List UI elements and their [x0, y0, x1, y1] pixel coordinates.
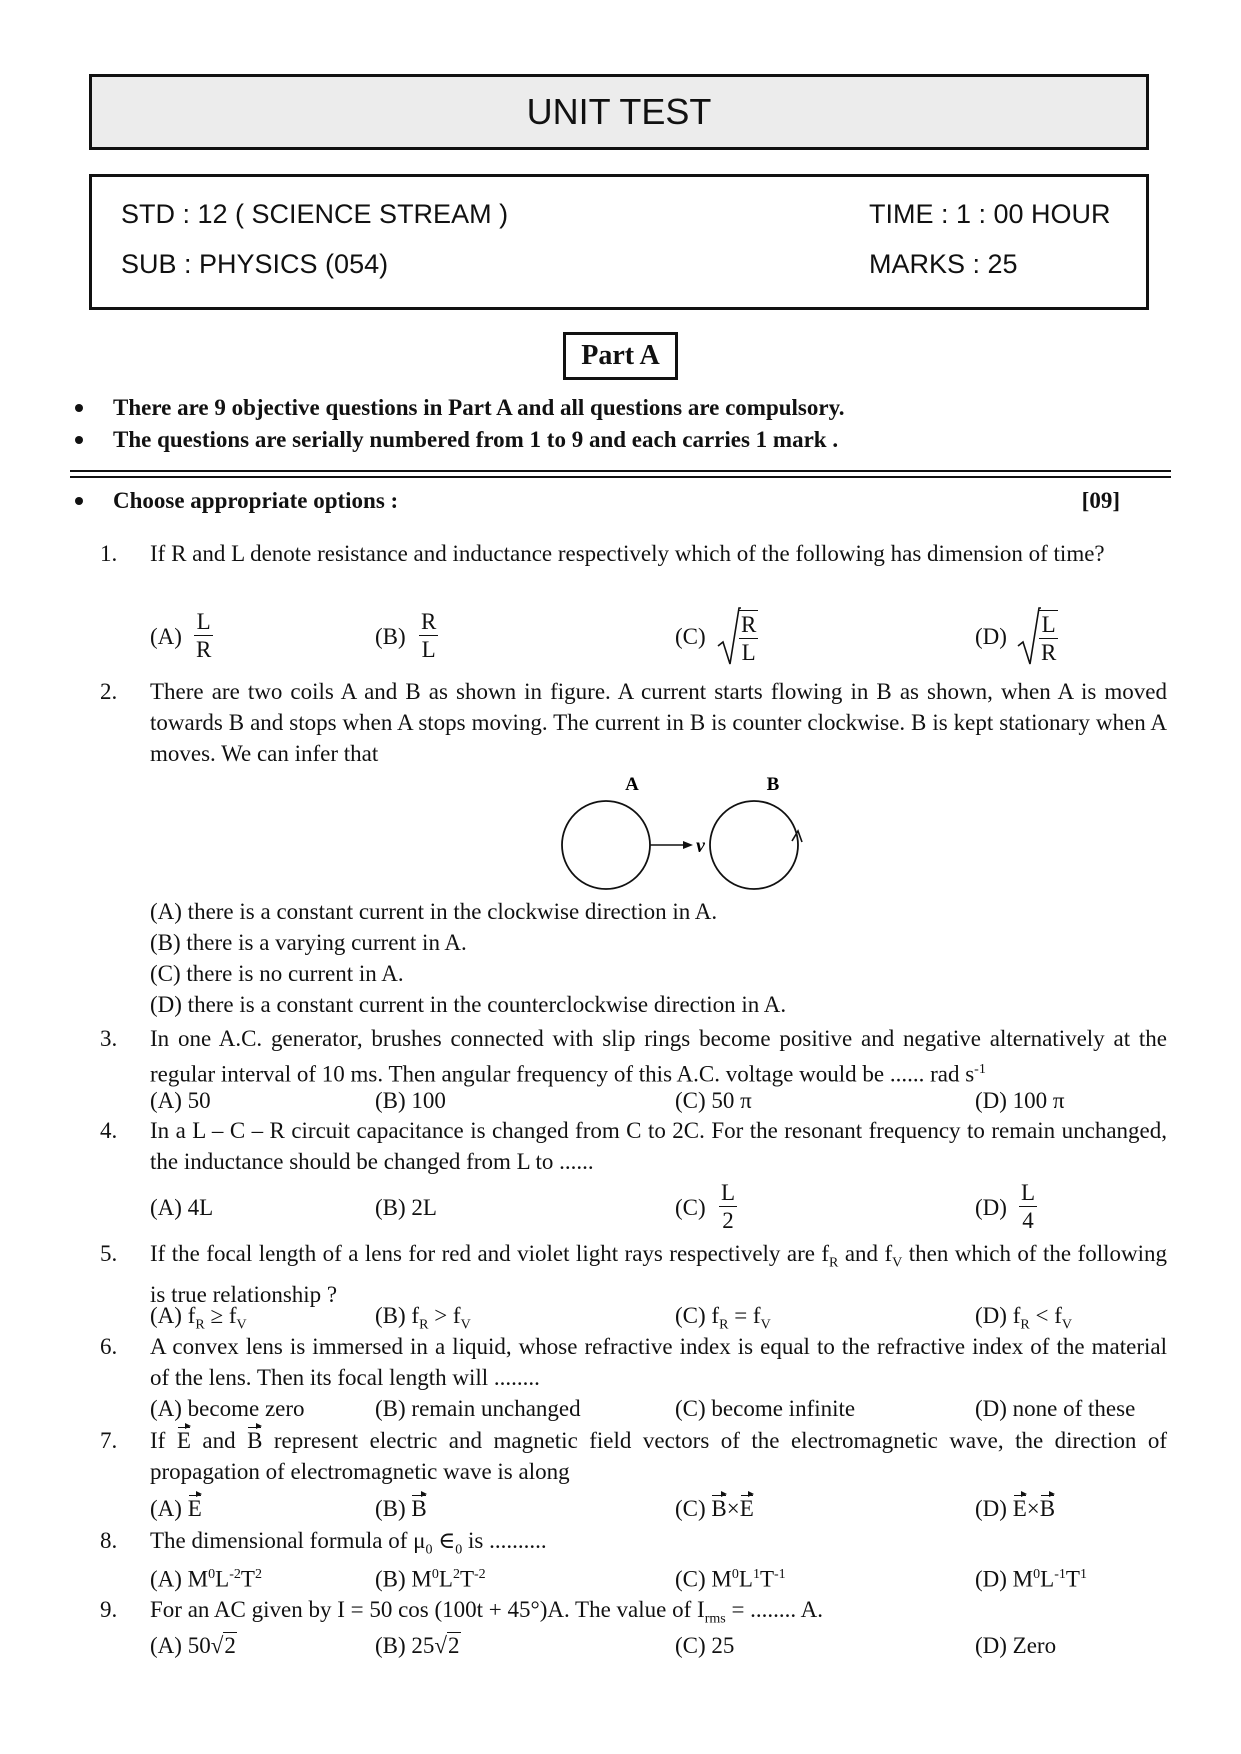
option-d	[975, 1493, 1055, 1524]
option-label: (B)	[375, 1496, 406, 1521]
subscript: rms	[704, 1611, 726, 1627]
option-label: (D)	[975, 1496, 1007, 1521]
exponent: 1	[1079, 1567, 1087, 1582]
radicand: 2	[448, 1633, 460, 1658]
part-a-heading	[563, 332, 678, 380]
vector-b: B	[411, 1493, 426, 1524]
divider	[70, 470, 1171, 472]
sqrt-icon	[1017, 606, 1041, 668]
vector-b: B	[711, 1493, 726, 1524]
exponent: 0	[731, 1567, 739, 1582]
option-d: (D) none of these	[975, 1396, 1136, 1421]
symbol: L	[1040, 1566, 1055, 1592]
exam-info-box	[89, 174, 1149, 310]
exponent: -1	[1054, 1567, 1066, 1582]
option-label: (D)	[975, 624, 1007, 649]
test-title	[89, 74, 1149, 150]
option-c: (C) there is no current in A.	[150, 961, 404, 986]
bullet-icon	[75, 404, 83, 412]
sqrt-icon: √	[434, 1633, 448, 1658]
numerator: L	[196, 609, 211, 634]
subscript: R	[829, 1255, 839, 1271]
cross-operator: ×	[726, 1496, 740, 1521]
question-number: 1.	[100, 541, 118, 566]
option-label: (A) M	[150, 1566, 209, 1592]
section-label: Choose appropriate options :	[113, 488, 399, 513]
subscript: R	[419, 1317, 429, 1333]
vector-e: E	[188, 1493, 202, 1524]
vector-e: E	[177, 1425, 191, 1456]
fraction	[1019, 1179, 1037, 1234]
question-text: If R and L denote resistance and inductance respectively which of the following has dimension of time?	[150, 541, 1105, 566]
option-label: (D) M	[975, 1566, 1034, 1592]
question-number: 9.	[100, 1597, 118, 1622]
question-number: 8.	[100, 1528, 118, 1553]
option-a	[150, 1559, 262, 1595]
exponent: 1	[752, 1567, 760, 1582]
mu-symbol: μ	[413, 1528, 426, 1553]
coefficient: 50	[187, 1633, 211, 1658]
numerator: L	[1021, 1180, 1036, 1205]
sqrt-icon	[717, 606, 741, 668]
coil-b-label: B	[766, 774, 780, 795]
option-c	[675, 1559, 786, 1595]
denominator: R	[1041, 640, 1057, 665]
epsilon-symbol: ∈	[438, 1528, 456, 1553]
symbol: f	[1054, 1303, 1062, 1328]
option-c: (C) 50 π	[675, 1088, 752, 1113]
option-label: (C)	[675, 1195, 706, 1220]
option-c: (C) become infinite	[675, 1396, 856, 1421]
option-c	[675, 1493, 754, 1524]
subscript: V	[236, 1317, 247, 1333]
option-label: (B)	[375, 1633, 406, 1658]
option-label: (B)	[375, 624, 406, 649]
test-title-text: UNIT TEST	[526, 91, 712, 132]
section-heading	[70, 484, 1120, 518]
subscript: V	[760, 1317, 771, 1333]
text-part: represent electric and magnetic field vectors of the electromagnetic wave, the direction of propagation of electromagnetic wave is along	[150, 1428, 1168, 1484]
option-label: (C)	[675, 1303, 706, 1328]
question-text	[150, 1238, 1167, 1310]
symbol: T	[459, 1566, 474, 1592]
option-c: (C) 25	[675, 1633, 735, 1658]
vector-b: B	[1040, 1493, 1055, 1524]
subscript: R	[719, 1317, 729, 1333]
question-number: 4.	[100, 1118, 118, 1143]
option-b: (B) 100	[375, 1088, 446, 1113]
symbol: f	[752, 1303, 761, 1328]
text-part: If	[150, 1428, 166, 1453]
exponent: -1	[774, 1567, 786, 1582]
option-label: (B) 2L	[375, 1195, 437, 1220]
option-label: (C) M	[675, 1566, 732, 1592]
radicand: 2	[224, 1633, 236, 1658]
subscript: V	[460, 1317, 471, 1333]
vector-b: B	[247, 1425, 262, 1456]
part-a-text: Part A	[581, 340, 660, 371]
options-row	[150, 1177, 1167, 1239]
question-number: 2.	[100, 679, 118, 704]
option-b	[375, 1559, 486, 1595]
symbol: T	[759, 1566, 774, 1592]
exponent: 2	[254, 1567, 262, 1582]
operator: =	[734, 1303, 748, 1328]
option-label: (B) M	[375, 1566, 432, 1592]
symbol: L	[738, 1566, 753, 1592]
option-a	[150, 1630, 237, 1661]
question-text-body: In one A.C. generator, brushes connected with slip rings become positive and negative alternatively at the regular interval of 10 ms. Then angular frequency of this A.C. voltage would be ...... rad s	[150, 1026, 1167, 1087]
instruction-item	[70, 424, 1170, 456]
exponent: 0	[208, 1567, 216, 1582]
divider	[70, 476, 1171, 478]
velocity-label: v	[696, 835, 705, 857]
fraction	[739, 610, 758, 666]
question-number: 7.	[100, 1428, 118, 1453]
option-d	[975, 1559, 1087, 1595]
exponent: 0	[431, 1567, 439, 1582]
vector-e: E	[740, 1493, 754, 1524]
subscript: R	[1020, 1317, 1030, 1333]
symbol: L	[438, 1566, 453, 1592]
symbol: f	[228, 1303, 237, 1328]
option-d: (D) 100 π	[975, 1088, 1065, 1113]
time-label: TIME : 1 : 00 HOUR	[869, 199, 1111, 229]
option-label: (A)	[150, 1496, 182, 1521]
instructions-list	[70, 392, 1170, 456]
question-number: 3.	[100, 1026, 118, 1051]
option-label: (D)	[975, 1195, 1007, 1220]
symbol: f	[411, 1303, 420, 1328]
symbol: L	[215, 1566, 230, 1592]
option-b: (B) there is a varying current in A.	[150, 930, 467, 955]
fraction	[1039, 610, 1058, 666]
denominator: R	[196, 637, 212, 662]
std-label: STD : 12 ( SCIENCE STREAM )	[121, 199, 509, 229]
text-part: If the focal length of a lens for red and violet light rays respectively are f	[150, 1241, 830, 1266]
text-part: = ........ A.	[725, 1597, 823, 1622]
instruction-text: The questions are serially numbered from 1 to 9 and each carries 1 mark .	[113, 427, 839, 452]
vector-e: E	[1013, 1493, 1027, 1524]
bullet-icon	[75, 497, 83, 505]
text-part: then which of the following is true relationship ?	[150, 1241, 1167, 1307]
option-label: (A) 4L	[150, 1195, 214, 1220]
option-label: (A)	[150, 1633, 182, 1658]
numerator: L	[721, 1180, 736, 1205]
option-label: (D)	[975, 1303, 1007, 1328]
option-label: (C)	[675, 1496, 706, 1521]
denominator: 4	[1022, 1208, 1034, 1233]
option-a: (A) become zero	[150, 1396, 305, 1421]
subscript: 0	[425, 1542, 433, 1558]
option-label: (B)	[375, 1303, 406, 1328]
exponent: 0	[1033, 1567, 1041, 1582]
numerator: R	[741, 612, 757, 637]
question-number: 5.	[100, 1241, 118, 1266]
section-marks: [09]	[1081, 488, 1120, 513]
exponent: -2	[229, 1567, 241, 1582]
symbol: f	[187, 1303, 196, 1328]
subscript: V	[1061, 1317, 1072, 1333]
instruction-text: There are 9 objective questions in Part A and all questions are compulsory.	[113, 395, 845, 420]
question-text	[150, 1023, 1167, 1090]
question-text: A convex lens is immersed in a liquid, whose refractive index is equal to the refractive index of the material of the lens. Then its focal length will ........	[150, 1334, 1167, 1390]
symbol: T	[1065, 1566, 1080, 1592]
option-d: (D) there is a constant current in the counterclockwise direction in A.	[150, 992, 787, 1017]
text-part: For an AC given by I = 50 cos (100t + 45°)A. The value of I	[150, 1597, 705, 1622]
marks-label: MARKS : 25	[869, 249, 1018, 279]
instruction-item	[70, 392, 1170, 424]
text-part: The dimensional formula of	[150, 1528, 408, 1553]
option-a: (A) 50	[150, 1088, 211, 1113]
operator: >	[434, 1303, 448, 1328]
fraction	[419, 608, 438, 663]
text-part: and f	[838, 1241, 893, 1266]
operator: ≥	[210, 1303, 224, 1328]
exponent: -2	[474, 1567, 486, 1582]
question-text	[150, 1425, 1167, 1487]
operator: <	[1035, 1303, 1049, 1328]
symbol: f	[452, 1303, 461, 1328]
option-b	[375, 1630, 461, 1661]
symbol: T	[240, 1566, 255, 1592]
denominator: 2	[722, 1208, 734, 1233]
coil-b	[710, 801, 798, 889]
options-row	[150, 606, 1167, 668]
option-a	[150, 1493, 202, 1524]
question-text	[150, 1594, 1167, 1635]
fraction	[719, 1179, 737, 1234]
exponent: -1	[974, 1062, 986, 1077]
exponent: 2	[452, 1567, 460, 1582]
option-label: (A)	[150, 1303, 182, 1328]
question-text: In a L – C – R circuit capacitance is changed from C to 2C. For the resonant frequency to remain unchanged, the inductance should be changed from L to ......	[150, 1118, 1167, 1174]
subscript: V	[892, 1255, 903, 1271]
question-text: There are two coils A and B as shown in figure. A current starts flowing in B as shown, when A is moved towards B and stops when A stops moving. The current in B is counter clockwise. B is kept stationary when A moves. We can infer that	[150, 679, 1167, 766]
sqrt-icon: √	[210, 1633, 224, 1658]
option-b	[375, 1493, 427, 1524]
denominator: L	[741, 640, 756, 665]
numerator: R	[421, 609, 437, 634]
bullet-icon	[75, 436, 83, 444]
coils-figure	[480, 770, 810, 894]
coefficient: 25	[411, 1633, 435, 1658]
option-a: (A) there is a constant current in the clockwise direction in A.	[150, 899, 718, 924]
arrowhead-icon	[683, 841, 693, 849]
coil-a-label: A	[625, 774, 639, 795]
question-number: 6.	[100, 1334, 118, 1359]
denominator: L	[421, 637, 436, 662]
option-label: (A)	[150, 624, 182, 649]
subscript: 0	[455, 1542, 463, 1558]
option-b: (B) remain unchanged	[375, 1396, 581, 1421]
cross-operator: ×	[1026, 1496, 1040, 1521]
text-part: and	[202, 1428, 236, 1453]
symbol: f	[711, 1303, 720, 1328]
coil-a	[562, 801, 650, 889]
subject-label: SUB : PHYSICS (054)	[121, 249, 389, 279]
numerator: L	[1041, 612, 1056, 637]
fraction	[194, 608, 213, 663]
text-part: is ..........	[468, 1528, 547, 1553]
option-label: (C)	[675, 624, 706, 649]
symbol: f	[1012, 1303, 1021, 1328]
subscript: R	[195, 1317, 205, 1333]
option-d: (D) Zero	[975, 1633, 1057, 1658]
